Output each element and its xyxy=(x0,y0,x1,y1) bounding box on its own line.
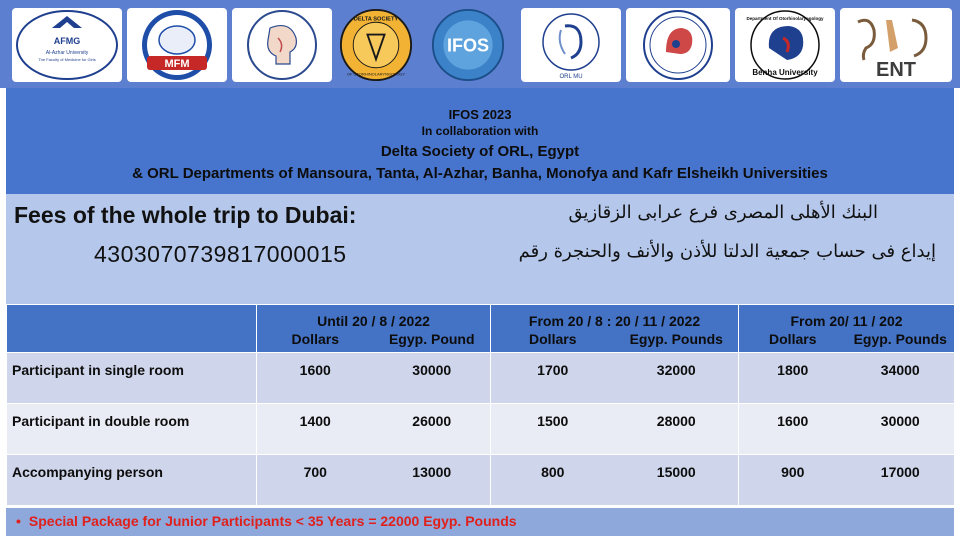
svg-text:Al-Azhar University: Al-Azhar University xyxy=(45,50,89,56)
special-package-note xyxy=(6,508,954,536)
fees-info xyxy=(6,194,954,304)
svg-text:The Faculty of Medicine for Gi: The Faculty of Medicine for Girls xyxy=(38,57,96,62)
price-pounds: 13000 xyxy=(412,464,452,480)
row-label: Accompanying person xyxy=(7,455,257,506)
orl-dept-mansoura-logo xyxy=(626,8,730,82)
svg-text:MFM: MFM xyxy=(164,58,190,70)
price-cell xyxy=(257,353,491,404)
period-header xyxy=(739,305,955,353)
orl-mu-logo xyxy=(521,8,621,82)
svg-text:Department Of Otorhinolaryngol: Department Of Otorhinolaryngology xyxy=(746,16,824,21)
pounds-header: Egyp. Pound xyxy=(388,331,475,347)
account-number: 4303070739817000015 xyxy=(94,241,347,267)
period-header xyxy=(491,305,739,353)
period-title: From 20/ 11 / 202 xyxy=(790,313,903,329)
price-dollars: 700 xyxy=(303,464,327,480)
dollars-header: Dollars xyxy=(769,331,817,347)
svg-text:OF OTORHINOLARYNGOLOGY: OF OTORHINOLARYNGOLOGY xyxy=(346,71,406,77)
svg-text:AFMG: AFMG xyxy=(53,36,81,46)
ifos-logo xyxy=(420,8,516,82)
svg-text:DELTA SOCIETY: DELTA SOCIETY xyxy=(353,16,399,23)
price-cell xyxy=(491,404,739,455)
price-dollars: 1600 xyxy=(299,362,331,378)
table-row xyxy=(7,353,955,404)
price-dollars: 1400 xyxy=(299,413,331,429)
price-cell xyxy=(491,353,739,404)
price-pounds: 26000 xyxy=(412,413,452,429)
price-pounds: 28000 xyxy=(656,413,696,429)
price-pounds: 30000 xyxy=(412,362,452,378)
table-row xyxy=(7,404,955,455)
price-cell xyxy=(739,353,955,404)
fees-table xyxy=(6,304,955,506)
price-pounds: 34000 xyxy=(880,362,920,378)
period-title: Until 20 / 8 / 2022 xyxy=(317,313,430,329)
table-row xyxy=(7,455,955,506)
society-name: Delta Society of ORL, Egypt xyxy=(380,143,580,160)
ent-logo xyxy=(840,8,952,82)
period-title: From 20 / 8 : 20 / 11 / 2022 xyxy=(528,313,701,329)
row-label: Participant in double room xyxy=(7,404,257,455)
deposit-instruction: إيداع فى حساب جمعية الدلتا للأذن والأنف والحنجرة رقم xyxy=(518,241,936,262)
price-dollars: 800 xyxy=(541,464,565,480)
price-pounds: 17000 xyxy=(880,464,920,480)
price-dollars: 900 xyxy=(781,464,805,480)
price-cell xyxy=(739,455,955,506)
price-cell xyxy=(257,455,491,506)
event-title: IFOS 2023 xyxy=(448,107,512,122)
period-header xyxy=(257,305,491,353)
logo-strip xyxy=(0,0,960,88)
dollars-header: Dollars xyxy=(529,331,577,347)
price-pounds: 32000 xyxy=(656,362,696,378)
table-header-row xyxy=(7,305,955,353)
header-blank-cell xyxy=(7,305,257,353)
row-label: Participant in single room xyxy=(7,353,257,404)
price-dollars: 1700 xyxy=(537,362,569,378)
svg-text:ORL MU: ORL MU xyxy=(559,74,583,80)
svg-text:Benha University: Benha University xyxy=(752,68,818,77)
svg-text:IFOS: IFOS xyxy=(446,35,490,56)
pounds-header: Egyp. Pounds xyxy=(629,331,723,347)
price-dollars: 1500 xyxy=(537,413,569,429)
pounds-header: Egyp. Pounds xyxy=(853,331,947,347)
special-package-text: Special Package for Junior Participants < 35 Years = 22000 Egyp. Pounds xyxy=(28,513,517,529)
price-cell xyxy=(491,455,739,506)
delta-society-logo xyxy=(337,8,415,82)
collaboration-label: In collaboration with xyxy=(421,124,539,138)
dollars-header: Dollars xyxy=(291,331,339,347)
bank-branch: البنك الأهلى المصرى فرع عرابى الزقازيق xyxy=(568,202,878,223)
fees-title: Fees of the whole trip to Dubai: xyxy=(14,202,357,228)
svg-text:ENT: ENT xyxy=(876,59,916,81)
price-cell xyxy=(257,404,491,455)
bullet-icon: • xyxy=(16,513,21,529)
mfm-logo xyxy=(127,8,227,82)
ent-dept-tanta-logo xyxy=(232,8,332,82)
departments-list: & ORL Departments of Mansoura, Tanta, Al-Azhar, Banha, Monofya and Kafr Elsheikh Universities xyxy=(132,165,828,182)
afmg-logo xyxy=(12,8,122,82)
price-pounds: 15000 xyxy=(656,464,696,480)
price-dollars: 1600 xyxy=(777,413,809,429)
event-header xyxy=(6,88,954,194)
benha-university-logo xyxy=(735,8,835,82)
price-dollars: 1800 xyxy=(777,362,809,378)
price-pounds: 30000 xyxy=(880,413,920,429)
price-cell xyxy=(739,404,955,455)
